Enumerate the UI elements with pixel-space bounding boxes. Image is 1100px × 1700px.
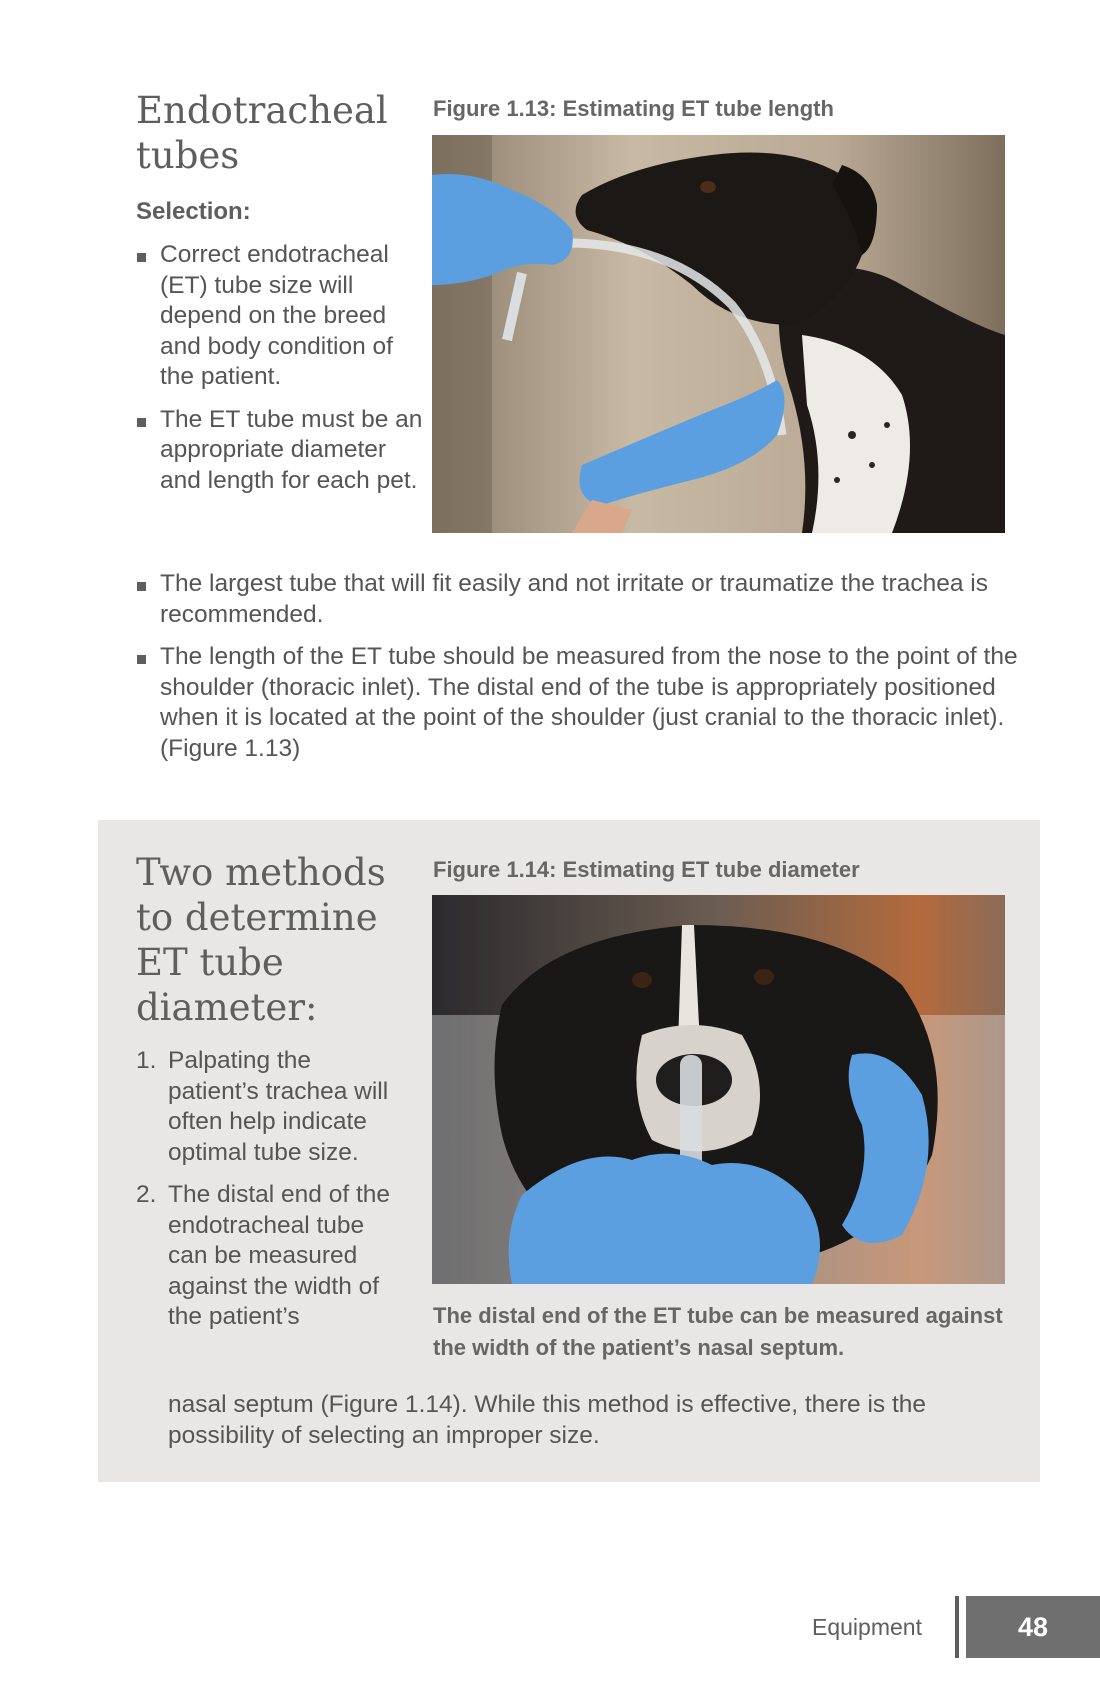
figure-1-14-description: The distal end of the ET tube can be measured against the width of the patient’s nasal septum. xyxy=(433,1303,1003,1360)
section-heading-endotracheal-tubes xyxy=(136,88,388,178)
footer-divider xyxy=(955,1596,959,1658)
list-item xyxy=(136,240,426,393)
list-item xyxy=(136,1046,396,1168)
list-item xyxy=(136,569,1036,630)
list-item xyxy=(136,405,426,497)
figure-1-14-caption: Figure 1.14: Estimating ET tube diameter xyxy=(433,857,860,882)
figure-1-13-photo xyxy=(432,135,1005,533)
selection-bullet-list-wide xyxy=(136,569,1036,776)
bullet-text: Correct endotracheal (ET) tube size will depend on the breed and body condition of the patient. xyxy=(160,241,393,390)
step-2-continuation: nasal septum (Figure 1.14). While this method is effective, there is the possibility of selecting an improper size. xyxy=(168,1391,927,1449)
step-number: 2. xyxy=(136,1181,157,1208)
bullet-square-icon xyxy=(137,418,146,427)
figure-1-13-caption: Figure 1.13: Estimating ET tube length xyxy=(433,96,834,121)
step-number: 1. xyxy=(136,1047,157,1074)
list-item xyxy=(136,642,1036,764)
heading-line: diameter: xyxy=(136,986,318,1029)
selection-bullet-list xyxy=(136,240,426,508)
heading-line: to determine xyxy=(136,896,378,939)
step-text: The distal end of the endotracheal tube can be measured against the width of the patient’s xyxy=(168,1181,391,1330)
footer-section-label: Equipment xyxy=(812,1614,922,1640)
bullet-square-icon xyxy=(137,253,146,262)
step-text: Palpating the patient’s trachea will often help indicate optimal tube size. xyxy=(168,1047,389,1166)
heading-line: Endotracheal xyxy=(136,89,388,132)
bullet-text: The ET tube must be an appropriate diameter and length for each pet. xyxy=(160,405,423,494)
figure-1-14-photo xyxy=(432,895,1005,1284)
section-heading-two-methods xyxy=(136,850,386,1030)
heading-line: Two methods xyxy=(136,851,386,894)
diameter-methods-list xyxy=(136,1046,396,1333)
bullet-text: The length of the ET tube should be measured from the nose to the point of the shoulder (thoracic inlet). The distal end of the tube is appropriately positioned when it is located at the point of the shoulder (just cranial to the thoracic inlet). (Figure 1.13) xyxy=(160,643,1018,762)
bullet-square-icon xyxy=(137,582,146,591)
heading-line: tubes xyxy=(136,134,240,177)
selection-subheading: Selection: xyxy=(136,198,251,225)
heading-line: ET tube xyxy=(136,941,284,984)
list-item xyxy=(136,1180,396,1333)
page-number: 48 xyxy=(966,1596,1100,1658)
bullet-square-icon xyxy=(137,655,146,664)
bullet-text: The largest tube that will fit easily and not irritate or traumatize the trachea is recommended. xyxy=(160,570,988,628)
